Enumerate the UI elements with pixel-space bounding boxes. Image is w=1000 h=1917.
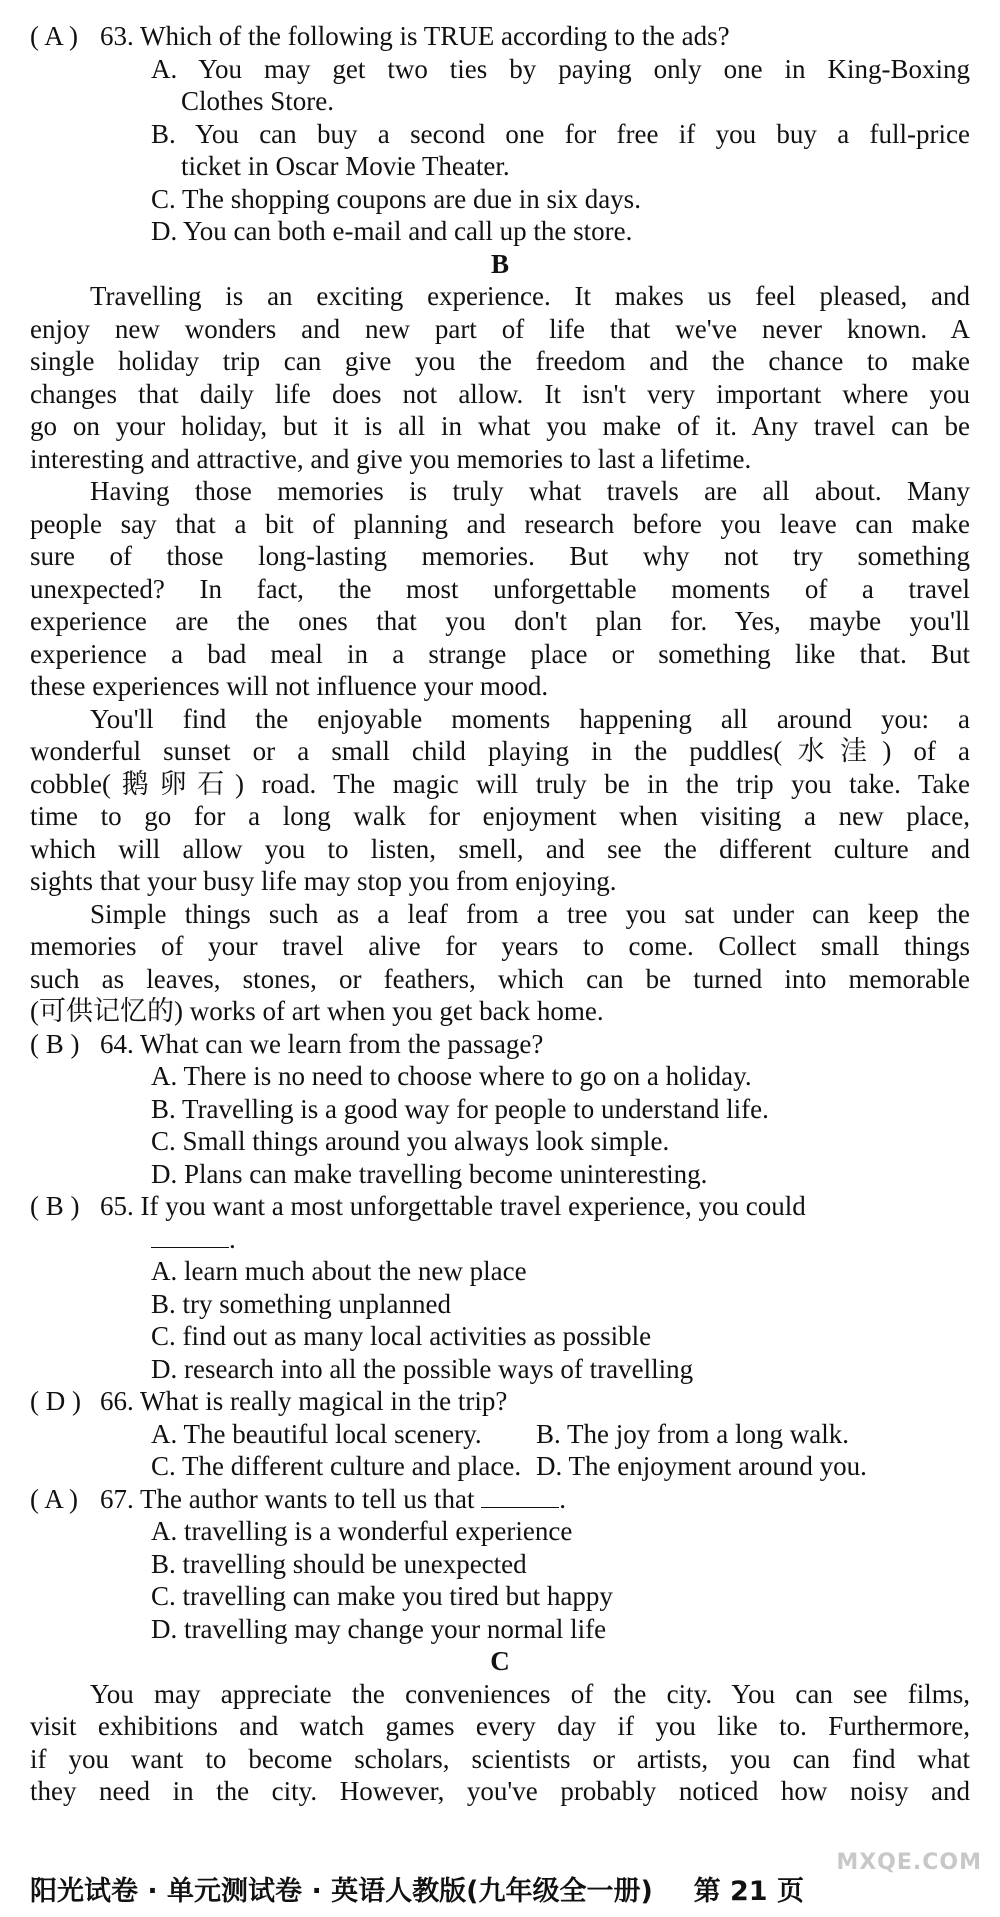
answer-63: ( A ) <box>30 21 79 51</box>
option-66-d: D. The enjoyment around you. <box>536 1451 867 1481</box>
option-63-b-line1: B. You can buy a second one for free if you buy a full-price <box>151 118 970 149</box>
page-footer <box>30 1877 970 1907</box>
option-65-c: C. find out as many local activities as possible <box>151 1321 652 1351</box>
option-65-b: B. try something unplanned <box>151 1288 451 1319</box>
passage-b-line: memories of your travel alive for years to come. Collect small things <box>30 931 970 961</box>
question-63-stem: 63. Which of the following is TRUE according to the ads? <box>100 21 730 51</box>
passage-c-line: You may appreciate the conveniences of the city. You can see films, <box>90 1678 970 1709</box>
passage-b-line: sure of those long-lasting memories. But why not try something <box>30 541 970 571</box>
passage-b-line: enjoy new wonders and new part of life that we've never known. A <box>30 313 970 344</box>
passage-b-line: changes that daily life does not allow. It isn't very important where you <box>30 378 970 409</box>
option-66-row2 <box>30 1450 970 1483</box>
option-65-a: A. learn much about the new place <box>151 1256 527 1286</box>
option-66-c: C. The different culture and place. <box>151 1451 522 1481</box>
option-63-a-line1: A. You may get two ties by paying only one in King-Boxing <box>151 53 970 84</box>
option-63-b-line2: ticket in Oscar Movie Theater. <box>181 151 510 181</box>
passage-b-line: Having those memories is truly what travels are all about. Many <box>90 476 970 506</box>
question-64-stem: 64. What can we learn from the passage? <box>100 1028 544 1059</box>
passage-b-line: such as leaves, stones, or feathers, which can be turned into memorable <box>30 963 970 994</box>
answer-64: ( B ) <box>30 1028 80 1059</box>
passage-b-line: You'll find the enjoyable moments happening all around you: a <box>90 703 970 734</box>
passage-b-line: go on your holiday, but it is all in what you make of it. Any travel can be <box>30 411 970 441</box>
passage-b-line: these experiences will not influence your mood. <box>30 671 549 701</box>
section-heading-b: B <box>490 248 509 279</box>
question-64 <box>30 1028 970 1061</box>
option-67-d: D. travelling may change your normal life <box>151 1613 607 1644</box>
option-64-d: D. Plans can make travelling become uninteresting. <box>151 1158 708 1189</box>
option-63-d: D. You can both e-mail and call up the store. <box>151 216 633 246</box>
option-64-a: A. There is no need to choose where to go on a holiday. <box>151 1061 752 1091</box>
exam-page <box>30 20 970 1808</box>
question-65 <box>30 1190 970 1223</box>
question-65-blank-line <box>30 1223 970 1256</box>
passage-b-line: unexpected? In fact, the most unforgettable moments of a travel <box>30 573 970 604</box>
option-64-c: C. Small things around you always look simple. <box>151 1126 670 1156</box>
option-64-b: B. Travelling is a good way for people to understand life. <box>151 1093 769 1124</box>
option-63-c: C. The shopping coupons are due in six days. <box>151 183 641 214</box>
passage-b-line: experience a bad meal in a strange place or something like that. But <box>30 638 970 669</box>
passage-b-line: people say that a bit of planning and research before you leave can make <box>30 508 970 539</box>
footer-page-number: 第 21 页 <box>693 1876 804 1907</box>
question-63 <box>30 20 970 53</box>
passage-b-line: sights that your busy life may stop you from enjoying. <box>30 866 617 896</box>
passage-b-line: cobble(鹅卵石) road. The magic will truly be in the trip you take. Take <box>30 768 970 799</box>
question-66 <box>30 1385 970 1418</box>
passage-c-line: they need in the city. However, you've probably noticed how noisy and <box>30 1776 970 1806</box>
passage-b-line: experience are the ones that you don't plan for. Yes, maybe you'll <box>30 606 970 636</box>
passage-b-line: wonderful sunset or a small child playing in the puddles(水洼) of a <box>30 736 970 766</box>
answer-66: ( D ) <box>30 1386 81 1416</box>
blank-period: . <box>559 1483 566 1514</box>
question-67-stem: 67. The author wants to tell us that <box>100 1483 475 1514</box>
question-67 <box>30 1483 970 1516</box>
footer-book-title: 阳光试卷 · 单元测试卷 · 英语人教版(九年级全一册) <box>30 1876 653 1907</box>
option-66-b: B. The joy from a long walk. <box>536 1418 849 1449</box>
passage-b <box>30 280 970 1028</box>
option-67-a: A. travelling is a wonderful experience <box>151 1516 573 1546</box>
passage-b-line: Travelling is an exciting experience. It makes us feel pleased, and <box>90 281 970 311</box>
passage-c-line: visit exhibitions and watch games every day if you like to. Furthermore, <box>30 1711 970 1741</box>
answer-blank <box>151 1225 229 1248</box>
answer-blank <box>481 1485 559 1508</box>
question-66-stem: 66. What is really magical in the trip? <box>100 1386 508 1416</box>
answer-65: ( B ) <box>30 1191 80 1221</box>
passage-c <box>30 1678 970 1808</box>
option-65-d: D. research into all the possible ways of travelling <box>151 1353 694 1384</box>
question-65-stem: 65. If you want a most unforgettable travel experience, you could <box>100 1191 806 1221</box>
option-63-a-line2: Clothes Store. <box>181 86 334 116</box>
passage-c-line: if you want to become scholars, scientists or artists, you can find what <box>30 1743 970 1774</box>
site-watermark: MXQE.COM <box>836 1850 982 1875</box>
passage-b-line: (可供记忆的) works of art when you get back home. <box>30 996 604 1026</box>
option-66-a: A. The beautiful local scenery. <box>151 1418 482 1449</box>
passage-b-line: interesting and attractive, and give you memories to last a lifetime. <box>30 443 752 474</box>
option-67-c: C. travelling can make you tired but happy <box>151 1581 613 1611</box>
passage-b-line: time to go for a long walk for enjoyment when visiting a new place, <box>30 801 970 831</box>
passage-b-line: Simple things such as a leaf from a tree you sat under can keep the <box>90 898 970 929</box>
blank-period: . <box>229 1223 236 1254</box>
answer-67: ( A ) <box>30 1483 79 1514</box>
option-67-b: B. travelling should be unexpected <box>151 1548 527 1579</box>
option-66-row1 <box>30 1418 970 1451</box>
passage-b-line: single holiday trip can give you the freedom and the chance to make <box>30 346 970 376</box>
passage-b-line: which will allow you to listen, smell, and see the different culture and <box>30 833 970 864</box>
section-heading-c: C <box>490 1646 510 1676</box>
